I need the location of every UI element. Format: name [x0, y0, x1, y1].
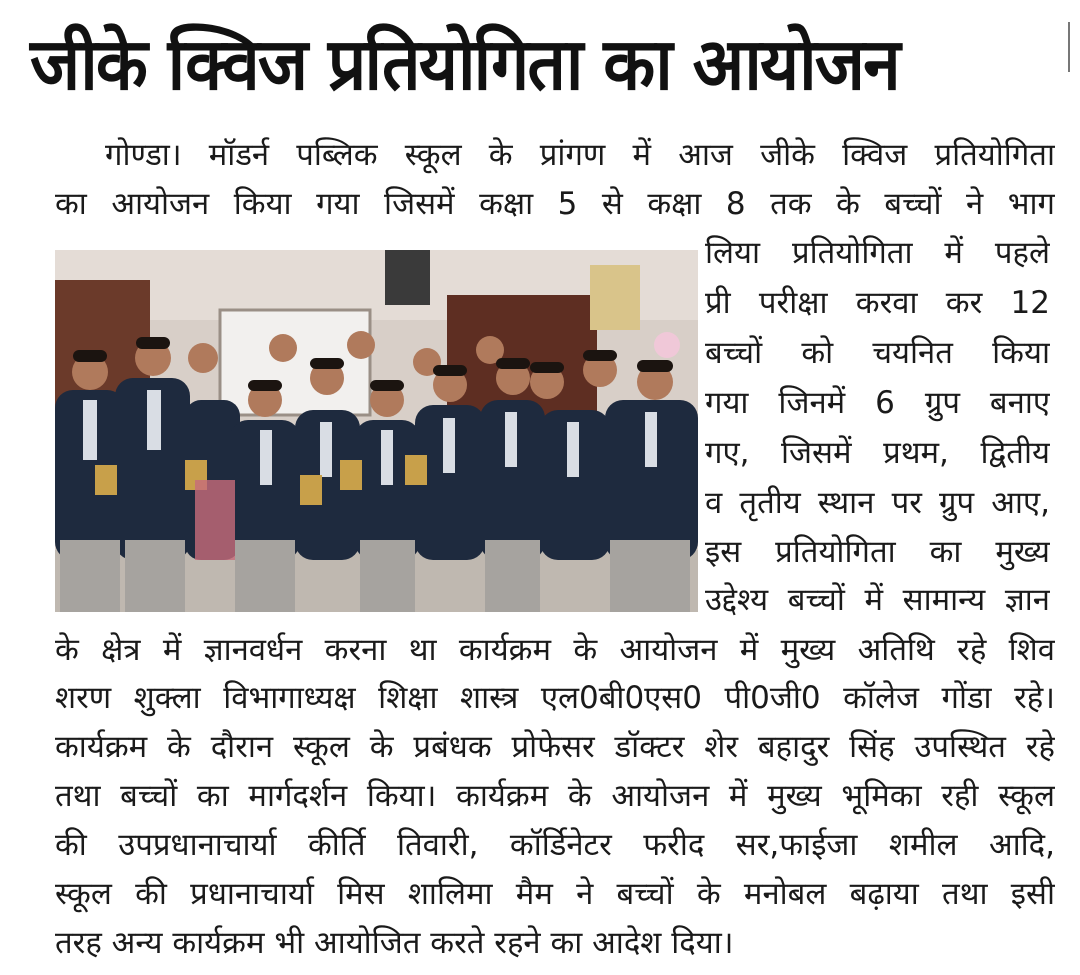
- body-line: शरण शुक्ला विभागाध्यक्ष शिक्षा शास्त्र एल0बी0एस0 पी0जी0 कॉलेज गोंडा रहे।: [55, 680, 1055, 716]
- body-line: इस प्रतियोगिता का मुख्य: [705, 534, 1050, 570]
- body-line: तथा बच्चों का मार्गदर्शन किया। कार्यक्रम के आयोजन में मुख्य भूमिका रही स्कूल: [55, 778, 1055, 814]
- body-line: कार्यक्रम के दौरान स्कूल के प्रबंधक प्रोफेसर डॉक्टर शेर बहादुर सिंह उपस्थित रहे: [55, 729, 1055, 765]
- body-line: की उपप्रधानाचार्या कीर्ति तिवारी, कॉर्डिनेटर फरीद सर,फाईजा शमील आदि,: [55, 827, 1055, 863]
- body-line: का आयोजन किया गया जिसमें कक्षा 5 से कक्षा 8 तक के बच्चों ने भाग: [55, 186, 1055, 222]
- page-edge-mark: [1068, 22, 1080, 72]
- body-line: गोण्डा। मॉडर्न पब्लिक स्कूल के प्रांगण में आज जीके क्विज प्रतियोगिता: [105, 137, 1055, 173]
- body-line: लिया प्रतियोगिता में पहले: [705, 235, 1050, 271]
- body-line: उद्देश्य बच्चों में सामान्य ज्ञान: [705, 582, 1050, 618]
- body-line: के क्षेत्र में ज्ञानवर्धन करना था कार्यक्रम के आयोजन में मुख्य अतिथि रहे शिव: [55, 632, 1055, 668]
- news-photo: [55, 250, 698, 612]
- body-line: प्री परीक्षा करवा कर 12: [705, 285, 1050, 321]
- headline: जीके क्विज प्रतियोगिता का आयोजन: [30, 22, 899, 106]
- body-line: गए, जिसमें प्रथम, द्वितीय: [705, 435, 1050, 471]
- body-line: तरह अन्य कार्यक्रम भी आयोजित करते रहने का आदेश दिया।: [55, 925, 734, 961]
- body-line: व तृतीय स्थान पर ग्रुप आए,: [705, 485, 1050, 521]
- body-line: बच्चों को चयनित किया: [705, 335, 1050, 371]
- body-line: गया जिनमें 6 ग्रुप बनाए: [705, 385, 1050, 421]
- body-line: स्कूल की प्रधानाचार्या मिस शालिमा मैम ने बच्चों के मनोबल बढ़ाया तथा इसी: [55, 876, 1055, 912]
